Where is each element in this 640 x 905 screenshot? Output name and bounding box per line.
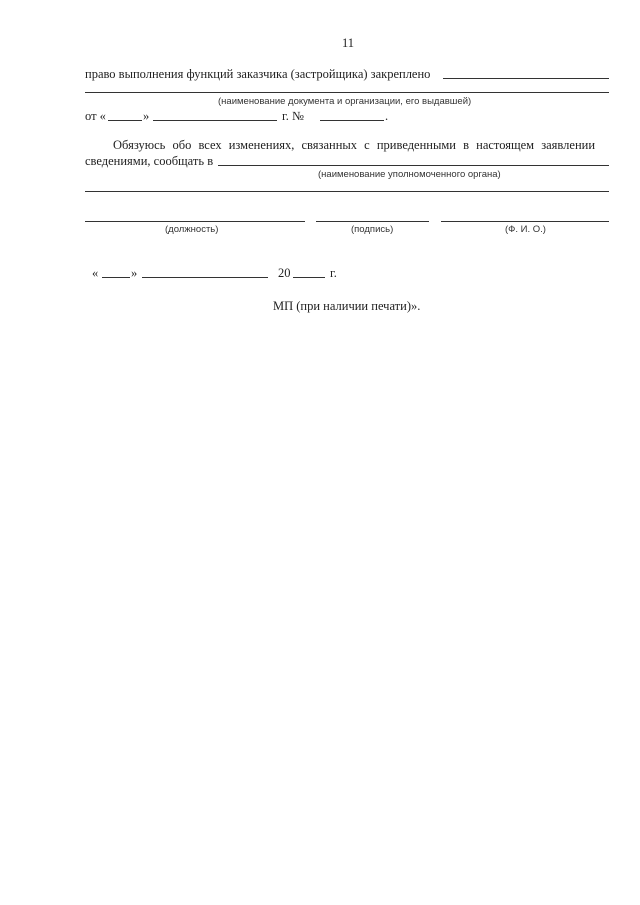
date-day-blank[interactable] [108, 120, 142, 121]
bottom-year-blank[interactable] [293, 277, 325, 278]
signature-blank[interactable] [316, 221, 429, 222]
authority-caption: (наименование уполномоченного органа) [318, 169, 501, 180]
paragraph-line-2: сведениями, сообщать в [85, 154, 214, 168]
authority-blank[interactable] [218, 165, 609, 166]
bottom-date-close-quote: » [131, 266, 138, 280]
name-caption: (Ф. И. О.) [505, 224, 546, 235]
paragraph-line-1: Обязуюсь обо всех изменениях, связанных с приведенными в настоящем заявлении [113, 138, 596, 152]
date-period: . [385, 109, 389, 123]
document-blank[interactable] [85, 92, 609, 93]
stamp-note: МП (при наличии печати)». [273, 299, 421, 313]
position-blank[interactable] [85, 221, 305, 222]
bottom-date-open-quote: « [92, 266, 99, 280]
document-number-blank[interactable] [320, 120, 384, 121]
bottom-year-suffix: г. [330, 266, 337, 280]
date-year-number-label: г. № [282, 109, 304, 123]
document-caption: (наименование документа и организации, его выдавшей) [218, 96, 472, 107]
signature-caption: (подпись) [351, 224, 394, 235]
name-blank[interactable] [441, 221, 609, 222]
bottom-month-blank[interactable] [142, 277, 268, 278]
assignment-text: право выполнения функций заказчика (застройщика) закреплено [85, 67, 431, 81]
assignment-blank[interactable] [443, 78, 609, 79]
date-close-quote: » [143, 109, 150, 123]
date-ot-label: от « [85, 109, 106, 123]
bottom-year-prefix: 20 [278, 266, 291, 280]
date-month-blank[interactable] [153, 120, 277, 121]
page-number: 11 [342, 36, 355, 50]
bottom-day-blank[interactable] [102, 277, 130, 278]
position-caption: (должность) [165, 224, 219, 235]
authority-blank-2[interactable] [85, 191, 609, 192]
